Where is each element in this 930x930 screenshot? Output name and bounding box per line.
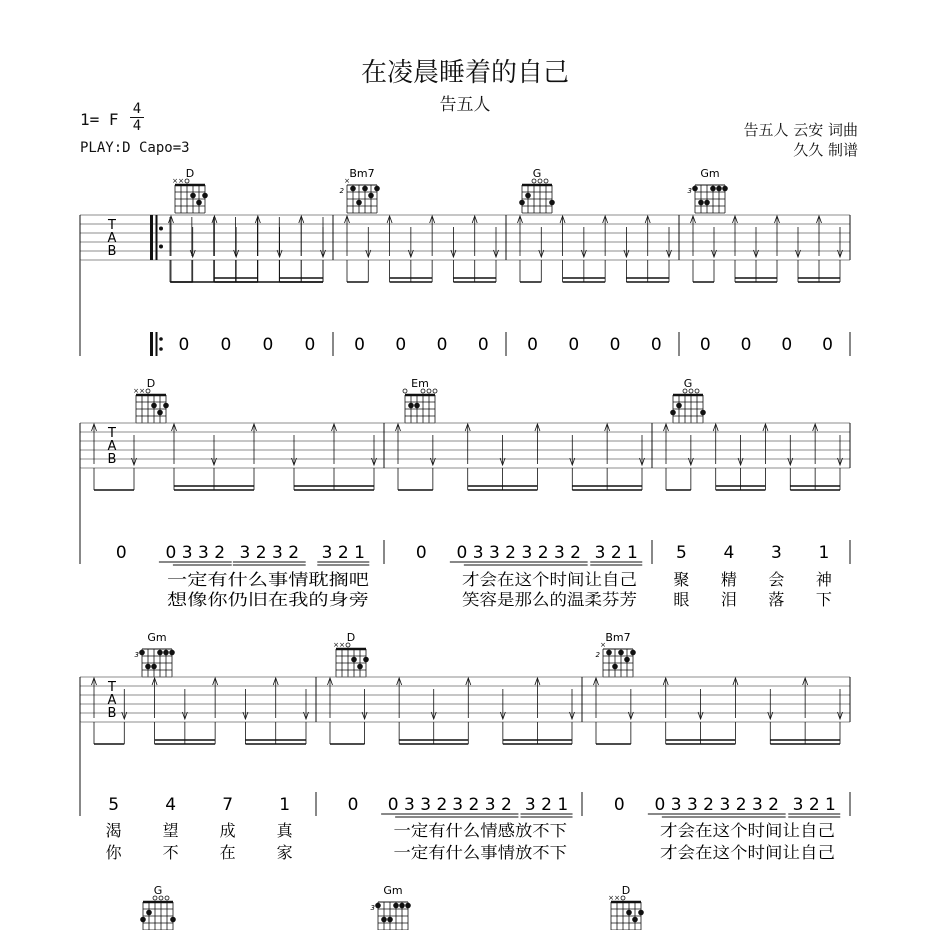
key-signature: 1= F bbox=[80, 110, 119, 129]
jianpu-note: 1 bbox=[818, 543, 830, 563]
chord-open-mark bbox=[165, 896, 169, 900]
repeat-start-bar bbox=[150, 215, 153, 260]
chord-name: D bbox=[621, 884, 631, 897]
chord-finger-dot bbox=[357, 664, 363, 670]
jianpu-note: 0 bbox=[650, 335, 662, 355]
chord-diagram-g bbox=[519, 167, 555, 213]
chord-finger-dot bbox=[698, 200, 704, 206]
chord-open-mark bbox=[403, 389, 407, 393]
chord-finger-dot bbox=[606, 650, 612, 656]
jianpu-note: 5 bbox=[675, 543, 687, 563]
chord-finger-dot bbox=[368, 193, 374, 199]
chord-diagram-d bbox=[333, 631, 369, 677]
tab-clef-letter: A bbox=[107, 693, 117, 708]
lyric-verse-2: 下 bbox=[815, 590, 832, 609]
lyric-verse-1: 聚 bbox=[673, 570, 690, 589]
chord-name: Gm bbox=[700, 167, 720, 180]
chord-finger-dot bbox=[363, 657, 369, 663]
jianpu-note: 1 bbox=[279, 795, 291, 815]
time-signature-bottom: 4 bbox=[130, 117, 144, 134]
chord-finger-dot bbox=[151, 403, 157, 409]
chord-finger-dot bbox=[408, 403, 414, 409]
song-title: 在凌晨睡着的自己 bbox=[360, 58, 569, 88]
chord-name: Bm7 bbox=[605, 631, 631, 644]
chord-finger-dot bbox=[618, 650, 624, 656]
chord-diagram-em bbox=[403, 377, 437, 423]
chord-finger-dot bbox=[692, 186, 698, 192]
chord-name: Gm bbox=[147, 631, 167, 644]
chord-finger-dot bbox=[356, 200, 362, 206]
chord-name: G bbox=[683, 377, 693, 390]
jianpu-note: 0 bbox=[415, 543, 427, 563]
chord-open-mark bbox=[695, 389, 699, 393]
tab-clef-letter: T bbox=[108, 680, 116, 695]
tab-clef-letter: B bbox=[107, 452, 117, 467]
chord-finger-dot bbox=[670, 410, 676, 416]
chord-finger-dot bbox=[624, 657, 630, 663]
chord-diagram-d bbox=[133, 377, 169, 423]
chord-finger-dot bbox=[549, 200, 555, 206]
chord-mute-mark: × bbox=[614, 894, 620, 902]
play-capo-info: PLAY:D Capo=3 bbox=[80, 140, 190, 156]
chord-name: G bbox=[153, 884, 163, 897]
lyric-verse-1: 一定有什么情感放不下 bbox=[393, 821, 567, 840]
jianpu-note: 3 2 1 bbox=[524, 795, 569, 815]
chord-fret-number: 3 bbox=[370, 904, 375, 912]
chord-diagram-gm bbox=[371, 884, 411, 930]
chord-mute-mark: × bbox=[600, 641, 606, 649]
chord-finger-dot bbox=[676, 403, 682, 409]
chord-name: Bm7 bbox=[349, 167, 375, 180]
jianpu-note: 0 3 3 2 bbox=[165, 543, 226, 563]
lyric-verse-2: 一定有什么事情放不下 bbox=[393, 843, 567, 862]
chord-name: D bbox=[146, 377, 156, 390]
jianpu-note: 7 bbox=[222, 795, 234, 815]
jianpu-note: 0 bbox=[304, 335, 316, 355]
chord-mute-mark: × bbox=[344, 177, 350, 185]
tab-clef-letter: A bbox=[107, 231, 117, 246]
chord-finger-dot bbox=[716, 186, 722, 192]
repeat-dot bbox=[159, 227, 163, 231]
jianpu-note: 0 bbox=[699, 335, 711, 355]
jianpu-note: 0 bbox=[781, 335, 793, 355]
chord-finger-dot bbox=[387, 917, 393, 923]
lyric-verse-2: 落 bbox=[768, 590, 785, 609]
lyric-verse-2: 在 bbox=[219, 843, 236, 862]
chord-finger-dot bbox=[350, 186, 356, 192]
jianpu-note: 3 2 1 bbox=[594, 543, 638, 563]
jianpu-note: 0 bbox=[220, 335, 232, 355]
repeat-dot bbox=[159, 337, 163, 341]
jianpu-note: 0 bbox=[115, 543, 127, 563]
chord-fret-number: 3 bbox=[687, 187, 692, 195]
lyric-verse-2: 想像你仍旧在我的身旁 bbox=[167, 590, 369, 609]
jianpu-note: 0 bbox=[477, 335, 489, 355]
chord-open-mark bbox=[544, 179, 548, 183]
tab-clef-letter: T bbox=[108, 218, 116, 233]
lyric-verse-1: 一定有什么事情耽搁吧 bbox=[167, 570, 369, 589]
chord-diagram-d bbox=[608, 884, 644, 930]
chord-finger-dot bbox=[632, 917, 638, 923]
chord-finger-dot bbox=[202, 193, 208, 199]
jianpu-note: 0 3 3 2 bbox=[456, 543, 516, 563]
chord-finger-dot bbox=[638, 910, 644, 916]
chord-mute-mark: × bbox=[178, 177, 184, 185]
chord-finger-dot bbox=[196, 200, 202, 206]
chord-mute-mark: × bbox=[172, 177, 178, 185]
jianpu-note: 0 bbox=[347, 795, 359, 815]
lyric-verse-2: 你 bbox=[105, 843, 122, 862]
chord-finger-dot bbox=[157, 650, 163, 656]
chord-finger-dot bbox=[163, 650, 169, 656]
jianpu-note: 0 bbox=[609, 335, 621, 355]
jianpu-note: 0 bbox=[822, 335, 834, 355]
chord-mute-mark: × bbox=[139, 387, 145, 395]
jianpu-note: 3 2 3 2 bbox=[239, 543, 300, 563]
chord-finger-dot bbox=[362, 186, 368, 192]
lyric-verse-2: 泪 bbox=[720, 590, 737, 609]
jianpu-note: 4 bbox=[165, 795, 177, 815]
chord-finger-dot bbox=[399, 903, 405, 909]
jianpu-note: 3 2 1 bbox=[792, 795, 836, 815]
chord-diagram-g bbox=[670, 377, 706, 423]
lyric-verse-2: 家 bbox=[276, 843, 293, 862]
tab-clef-letter: T bbox=[108, 426, 116, 441]
lyric-verse-1: 神 bbox=[815, 570, 832, 589]
chord-finger-dot bbox=[375, 903, 381, 909]
jianpu-note: 3 2 3 2 bbox=[452, 795, 512, 815]
chord-open-mark bbox=[433, 389, 437, 393]
jianpu-note: 0 bbox=[178, 335, 190, 355]
jianpu-note: 0 bbox=[262, 335, 274, 355]
chord-open-mark bbox=[427, 389, 431, 393]
chord-finger-dot bbox=[525, 193, 531, 199]
chord-fret-number: 2 bbox=[595, 651, 600, 659]
chord-finger-dot bbox=[630, 650, 636, 656]
lyric-verse-1: 才会在这个时间让自己 bbox=[462, 570, 637, 589]
chord-diagram-g bbox=[140, 884, 176, 930]
chord-finger-dot bbox=[700, 410, 706, 416]
chord-finger-dot bbox=[169, 650, 175, 656]
chord-finger-dot bbox=[139, 650, 145, 656]
chord-finger-dot bbox=[151, 664, 157, 670]
repeat-dot bbox=[159, 347, 163, 351]
chord-name: Gm bbox=[383, 884, 403, 897]
credits-transcriber: 久久 制谱 bbox=[793, 141, 858, 159]
chord-finger-dot bbox=[710, 186, 716, 192]
chord-fret-number: 2 bbox=[339, 187, 344, 195]
tab-clef-letter: A bbox=[107, 439, 117, 454]
repeat-dot bbox=[159, 245, 163, 249]
jianpu-repeat-bar bbox=[150, 332, 153, 356]
song-artist: 告五人 bbox=[439, 95, 491, 115]
chord-diagram-gm bbox=[135, 631, 175, 677]
chord-finger-dot bbox=[626, 910, 632, 916]
lyric-verse-2: 眼 bbox=[673, 590, 690, 609]
chord-name: D bbox=[185, 167, 195, 180]
jianpu-note: 0 bbox=[740, 335, 752, 355]
jianpu-note: 0 bbox=[613, 795, 625, 815]
chord-finger-dot bbox=[190, 193, 196, 199]
chord-fret-number: 3 bbox=[134, 651, 139, 659]
chord-finger-dot bbox=[405, 903, 411, 909]
lyric-verse-1: 真 bbox=[276, 821, 293, 840]
lyric-verse-1: 望 bbox=[162, 821, 179, 840]
lyric-verse-1: 成 bbox=[219, 821, 236, 840]
lyric-verse-1: 精 bbox=[720, 570, 737, 589]
chord-finger-dot bbox=[157, 410, 163, 416]
chord-diagram-bm7 bbox=[596, 631, 636, 677]
chord-name: D bbox=[346, 631, 356, 644]
chord-finger-dot bbox=[704, 200, 710, 206]
jianpu-note: 0 bbox=[568, 335, 580, 355]
chord-mute-mark: × bbox=[133, 387, 139, 395]
jianpu-note: 0 3 3 2 bbox=[654, 795, 714, 815]
chord-finger-dot bbox=[145, 664, 151, 670]
lyric-verse-2: 笑容是那么的温柔芬芳 bbox=[462, 590, 637, 609]
jianpu-note: 4 bbox=[723, 543, 735, 563]
lyric-verse-1: 会 bbox=[768, 570, 785, 589]
jianpu-note: 0 3 3 2 bbox=[387, 795, 448, 815]
jianpu-note: 5 bbox=[108, 795, 120, 815]
jianpu-note: 3 2 3 2 bbox=[521, 543, 581, 563]
credits-lyricist-composer: 告五人 云安 词曲 bbox=[743, 121, 858, 139]
jianpu-note: 0 bbox=[354, 335, 365, 355]
chord-finger-dot bbox=[374, 186, 380, 192]
chord-finger-dot bbox=[163, 403, 169, 409]
chord-finger-dot bbox=[170, 917, 176, 923]
lyric-verse-1: 才会在这个时间让自己 bbox=[660, 821, 835, 840]
chord-finger-dot bbox=[519, 200, 525, 206]
tab-clef-letter: B bbox=[107, 244, 117, 259]
chord-diagram-bm7 bbox=[340, 167, 380, 213]
chord-diagram-gm bbox=[688, 167, 728, 213]
chord-name: G bbox=[532, 167, 542, 180]
jianpu-note: 0 bbox=[527, 335, 538, 355]
lyric-verse-1: 渴 bbox=[105, 821, 122, 840]
jianpu-note: 3 bbox=[770, 543, 782, 563]
lyric-verse-2: 不 bbox=[162, 843, 179, 862]
chord-diagram-d bbox=[172, 167, 208, 213]
chord-mute-mark: × bbox=[608, 894, 614, 902]
jianpu-note: 3 2 1 bbox=[321, 543, 365, 563]
chord-finger-dot bbox=[351, 657, 357, 663]
jianpu-note: 0 bbox=[436, 335, 448, 355]
chord-mute-mark: × bbox=[339, 641, 345, 649]
lyric-verse-2: 才会在这个时间让自己 bbox=[660, 843, 835, 862]
chord-finger-dot bbox=[393, 903, 399, 909]
chord-finger-dot bbox=[146, 910, 152, 916]
chord-finger-dot bbox=[722, 186, 728, 192]
chord-name: Em bbox=[411, 377, 429, 390]
chord-finger-dot bbox=[612, 664, 618, 670]
chord-finger-dot bbox=[140, 917, 146, 923]
chord-mute-mark: × bbox=[333, 641, 339, 649]
chord-finger-dot bbox=[414, 403, 420, 409]
jianpu-note: 0 bbox=[395, 335, 407, 355]
chord-finger-dot bbox=[381, 917, 387, 923]
jianpu-note: 3 2 3 2 bbox=[719, 795, 779, 815]
time-signature-top: 4 bbox=[132, 101, 142, 117]
tab-clef-letter: B bbox=[107, 706, 117, 721]
